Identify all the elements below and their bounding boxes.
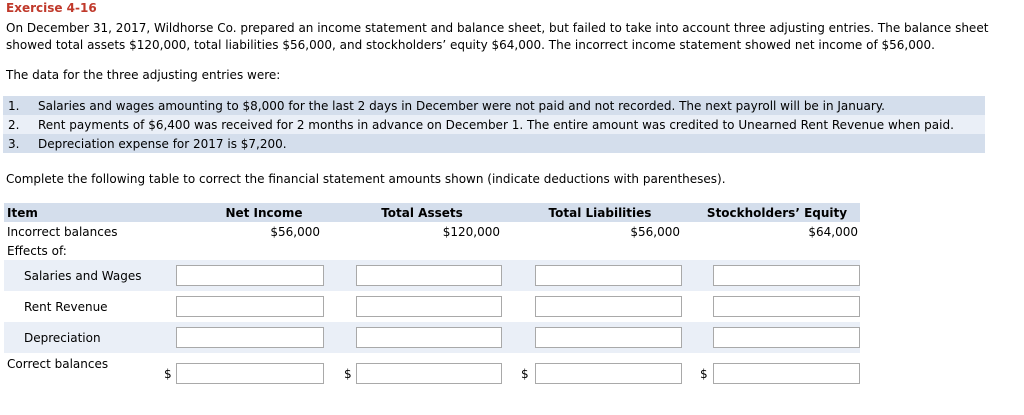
header-item: Item — [7, 205, 38, 220]
instructions-text: Complete the following table to correct the financial statement amounts shown (indicate deductions with parentheses). — [6, 172, 726, 186]
correct-total-liabilities-input[interactable] — [535, 363, 682, 384]
intro-paragraph: On December 31, 2017, Wildhorse Co. prepared an income statement and balance sheet, but failed to take into account three adjusting entries. The balance sheet showed total assets $120,000, total liabilities $56,000, and stockholders’ equity $64,000. The incorrect income statement showed net income of $56,000. — [6, 21, 989, 52]
entry-number: 3. — [8, 136, 20, 151]
table-row-depreciation — [4, 322, 860, 353]
entry-number: 1. — [8, 98, 20, 113]
rent-net-income-input[interactable] — [176, 296, 324, 317]
header-net-income: Net Income — [225, 205, 303, 220]
depreciation-total-assets-input[interactable] — [356, 327, 502, 348]
incorrect-balances-label: Incorrect balances — [7, 224, 118, 239]
incorrect-total-liabilities: $56,000 — [630, 224, 680, 239]
header-total-assets: Total Assets — [381, 205, 463, 220]
depreciation-label: Depreciation — [24, 330, 101, 345]
salaries-and-wages-label: Salaries and Wages — [24, 268, 142, 283]
header-stockholders-equity: Stockholders’ Equity — [706, 205, 848, 220]
table-row-salaries-and-wages — [4, 260, 860, 291]
table-row-incorrect-balances — [4, 222, 860, 241]
effects-of-label: Effects of: — [7, 243, 67, 258]
data-intro-text: The data for the three adjusting entries were: — [6, 68, 281, 82]
list-item — [3, 115, 985, 134]
depreciation-stockholders-equity-input[interactable] — [713, 327, 860, 348]
salaries-stockholders-equity-input[interactable] — [713, 265, 860, 286]
entry-number: 2. — [8, 117, 20, 132]
header-total-liabilities: Total Liabilities — [548, 205, 652, 220]
rent-stockholders-equity-input[interactable] — [713, 296, 860, 317]
dollar-sign: $ — [164, 367, 172, 381]
table-row-correct-balances — [4, 353, 860, 393]
exercise-title: Exercise 4-16 — [6, 1, 97, 15]
salaries-total-assets-input[interactable] — [356, 265, 502, 286]
list-item — [3, 134, 985, 153]
dollar-sign: $ — [521, 367, 529, 381]
depreciation-total-liabilities-input[interactable] — [535, 327, 682, 348]
incorrect-total-assets: $120,000 — [442, 224, 500, 239]
entry-text: Salaries and wages amounting to $8,000 for the last 2 days in December were not paid and not recorded. The next payroll will be in January. — [38, 98, 885, 113]
depreciation-net-income-input[interactable] — [176, 327, 324, 348]
incorrect-net-income: $56,000 — [270, 224, 320, 239]
adjusting-entries-list — [3, 96, 985, 153]
correct-stockholders-equity-input[interactable] — [713, 363, 860, 384]
rent-total-liabilities-input[interactable] — [535, 296, 682, 317]
table-header-row — [4, 203, 860, 222]
entry-text: Depreciation expense for 2017 is $7,200. — [38, 136, 287, 151]
correction-table — [4, 203, 860, 393]
dollar-sign: $ — [700, 367, 708, 381]
correct-total-assets-input[interactable] — [356, 363, 502, 384]
dollar-sign: $ — [344, 367, 352, 381]
salaries-net-income-input[interactable] — [176, 265, 324, 286]
entry-text: Rent payments of $6,400 was received for 2 months in advance on December 1. The entire amount was credited to Unearned Rent Revenue when paid. — [38, 117, 954, 132]
rent-revenue-label: Rent Revenue — [24, 299, 108, 314]
table-row-effects-of — [4, 241, 860, 260]
table-row-rent-revenue — [4, 291, 860, 322]
correct-balances-label: Correct balances — [7, 357, 109, 371]
list-item — [3, 96, 985, 115]
rent-total-assets-input[interactable] — [356, 296, 502, 317]
salaries-total-liabilities-input[interactable] — [535, 265, 682, 286]
correct-net-income-input[interactable] — [176, 363, 324, 384]
incorrect-stockholders-equity: $64,000 — [808, 224, 858, 239]
